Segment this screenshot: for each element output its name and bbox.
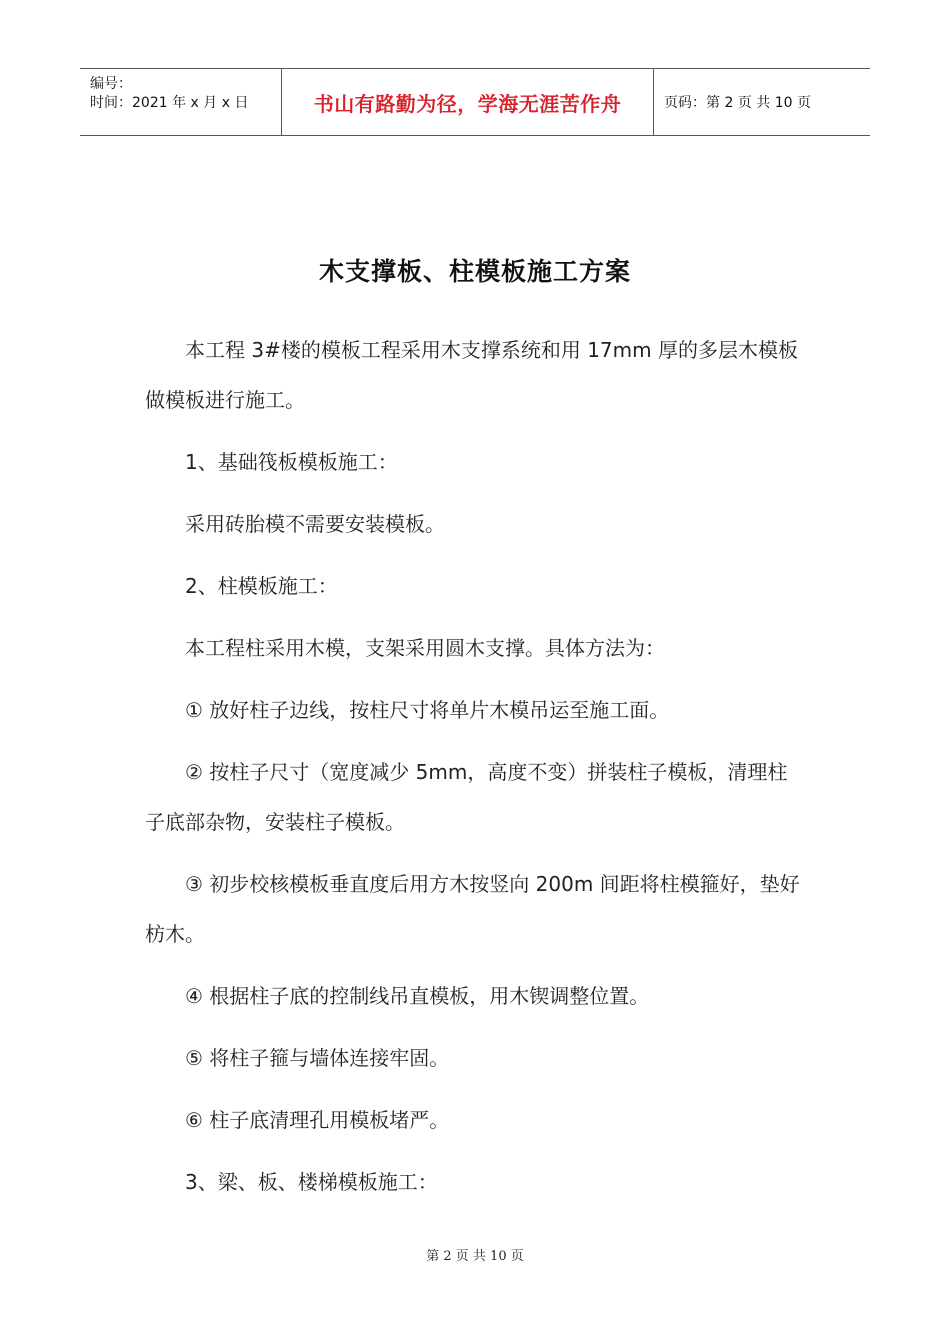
paragraph: 本工程柱采用木模，支架采用圆木支撑。具体方法为： bbox=[185, 636, 665, 660]
list-item: ① 放好柱子边线，按柱尺寸将单片木模吊运至施工面。 bbox=[185, 698, 670, 722]
section-heading: 1、基础筏板模板施工： bbox=[185, 450, 398, 474]
list-item: ③ 初步校核模板垂直度后用方木按竖向 200m 间距将柱模箍好，垫好枋木。 bbox=[145, 872, 800, 946]
document-title: 木支撑板、柱模板施工方案 bbox=[318, 257, 631, 286]
document-number-label: 编号： bbox=[90, 76, 132, 92]
document-date-label: 时间：2021 年 x 月 x 日 bbox=[90, 95, 249, 111]
list-item: ② 按柱子尺寸（宽度减少 5mm，高度不变）拼装柱子模板，清理柱子底部杂物，安装柱子模板。 bbox=[145, 760, 788, 834]
header-page-code: 页码：第 2 页 共 10 页 bbox=[664, 95, 811, 111]
list-item: ⑤ 将柱子箍与墙体连接牢固。 bbox=[185, 1046, 450, 1070]
header-table bbox=[80, 68, 870, 136]
header-motto: 书山有路勤为径，学海无涯苦作舟 bbox=[282, 69, 654, 135]
section-heading: 3、梁、板、楼梯模板施工： bbox=[185, 1170, 438, 1194]
paragraph: 采用砖胎模不需要安装模板。 bbox=[185, 512, 445, 536]
page-footer: 第 2 页 共 10 页 bbox=[426, 1249, 524, 1264]
document-body bbox=[145, 325, 807, 1207]
section-heading: 2、柱模板施工： bbox=[185, 574, 338, 598]
list-item: ④ 根据柱子底的控制线吊直模板，用木锲调整位置。 bbox=[185, 984, 650, 1008]
header-info-cell bbox=[80, 69, 282, 135]
paragraph: 本工程 3#楼的模板工程采用木支撑系统和用 17mm 厚的多层木模板做模板进行施工。 bbox=[145, 338, 798, 412]
list-item: ⑥ 柱子底清理孔用模板堵严。 bbox=[185, 1108, 450, 1132]
